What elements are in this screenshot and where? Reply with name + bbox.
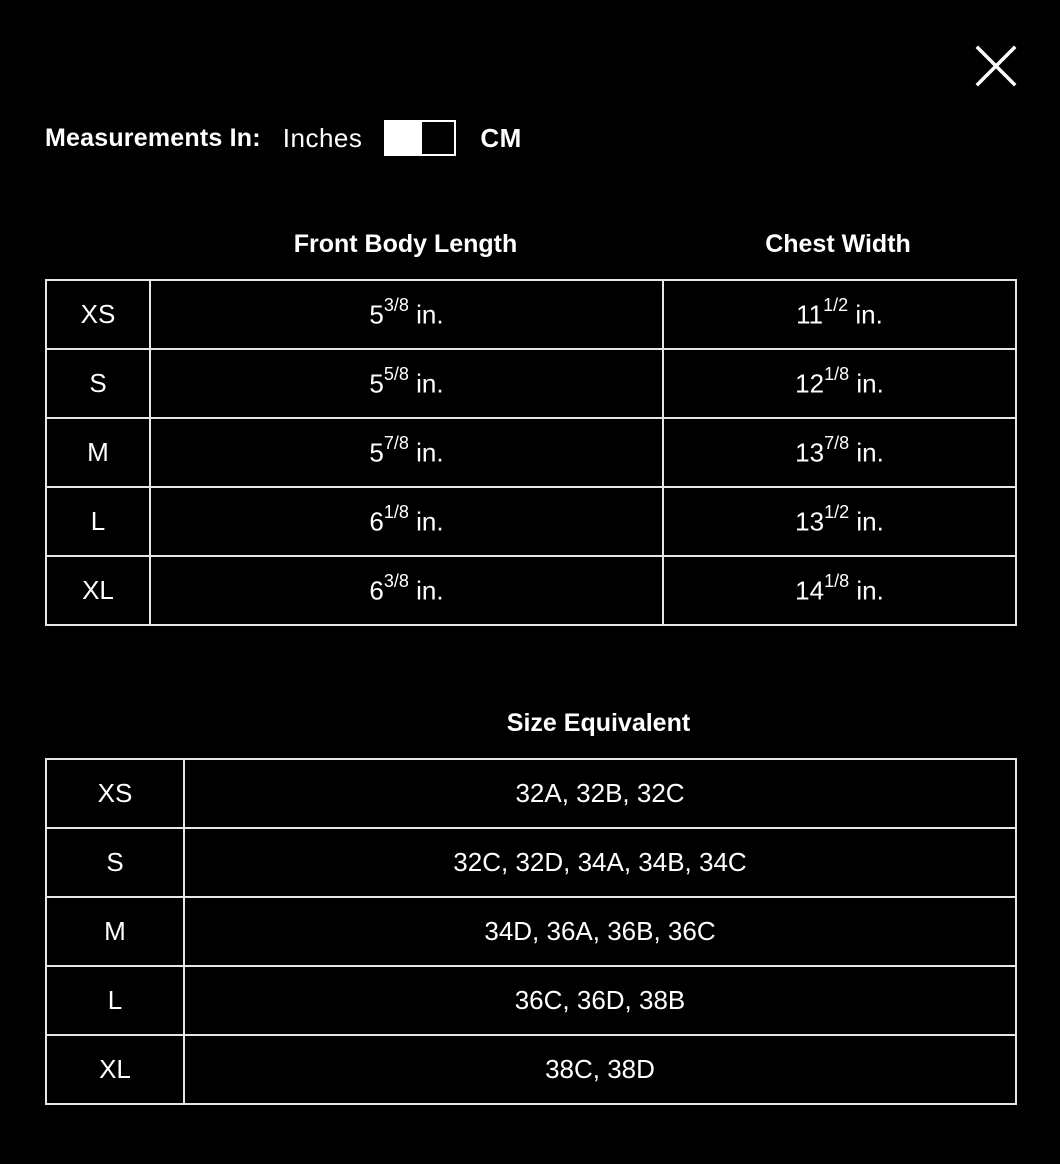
table-row xyxy=(46,828,1016,897)
value-fraction: 3/8 xyxy=(383,571,409,592)
value-unit: in. xyxy=(408,437,444,468)
table-row xyxy=(46,349,1016,418)
value-fraction: 1/8 xyxy=(383,502,409,523)
size-cell: M xyxy=(46,897,184,966)
size-cell: XL xyxy=(46,1035,184,1104)
table-row xyxy=(46,1035,1016,1104)
header-chest-width: Chest Width xyxy=(765,230,911,258)
value-fraction: 3/8 xyxy=(383,295,409,316)
front-body-length-cell xyxy=(150,556,663,625)
front-body-length-cell xyxy=(150,280,663,349)
size-cell: M xyxy=(46,418,150,487)
size-cell: XL xyxy=(46,556,150,625)
size-equivalent-cell: 32C, 32D, 34A, 34B, 34C xyxy=(184,828,1016,897)
value-whole: 13 xyxy=(795,437,825,468)
chest-width-cell xyxy=(663,418,1016,487)
value-whole: 6 xyxy=(369,506,384,537)
size-equivalent-cell: 38C, 38D xyxy=(184,1035,1016,1104)
value-fraction: 1/8 xyxy=(824,364,850,385)
front-body-length-cell xyxy=(150,487,663,556)
table-row xyxy=(46,418,1016,487)
unit-option-cm[interactable]: CM xyxy=(480,122,522,153)
value-unit: in. xyxy=(408,506,444,537)
size-equivalent-table xyxy=(45,758,1017,1105)
size-cell: XS xyxy=(46,759,184,828)
value-unit: in. xyxy=(849,506,884,537)
value-unit: in. xyxy=(408,368,444,399)
size-cell: XS xyxy=(46,280,150,349)
size-cell: S xyxy=(46,828,184,897)
units-label: Measurements In: xyxy=(45,123,261,152)
table-row xyxy=(46,556,1016,625)
close-icon xyxy=(972,42,1020,90)
table-row xyxy=(46,897,1016,966)
units-toggle[interactable] xyxy=(384,120,456,156)
units-selector xyxy=(45,118,522,158)
size-equivalent-cell: 34D, 36A, 36B, 36C xyxy=(184,897,1016,966)
chest-width-cell xyxy=(663,349,1016,418)
table-row xyxy=(46,966,1016,1035)
size-equivalent-cell: 36C, 36D, 38B xyxy=(184,966,1016,1035)
value-whole: 5 xyxy=(369,299,384,330)
value-whole: 13 xyxy=(795,506,825,537)
value-fraction: 1/2 xyxy=(823,295,849,316)
measurements-table xyxy=(45,279,1017,626)
table-row xyxy=(46,759,1016,828)
value-fraction: 7/8 xyxy=(383,433,409,454)
value-whole: 5 xyxy=(369,437,384,468)
value-fraction: 1/2 xyxy=(824,502,850,523)
value-fraction: 5/8 xyxy=(383,364,409,385)
value-unit: in. xyxy=(408,575,444,606)
front-body-length-cell xyxy=(150,418,663,487)
unit-option-inches[interactable]: Inches xyxy=(282,122,363,153)
value-whole: 12 xyxy=(795,368,825,399)
value-unit: in. xyxy=(848,299,883,330)
value-unit: in. xyxy=(849,437,884,468)
value-fraction: 7/8 xyxy=(824,433,850,454)
chest-width-cell xyxy=(663,280,1016,349)
size-cell: S xyxy=(46,349,150,418)
value-unit: in. xyxy=(849,368,884,399)
value-fraction: 1/8 xyxy=(824,571,850,592)
table-row xyxy=(46,280,1016,349)
chest-width-cell xyxy=(663,556,1016,625)
header-front-body-length: Front Body Length xyxy=(293,230,518,258)
chest-width-cell xyxy=(663,487,1016,556)
value-whole: 11 xyxy=(796,299,824,330)
value-whole: 14 xyxy=(795,575,825,606)
value-unit: in. xyxy=(408,299,444,330)
value-unit: in. xyxy=(849,575,884,606)
header-size-equivalent: Size Equivalent xyxy=(506,709,691,737)
front-body-length-cell xyxy=(150,349,663,418)
table-row xyxy=(46,487,1016,556)
size-equivalent-cell: 32A, 32B, 32C xyxy=(184,759,1016,828)
size-cell: L xyxy=(46,487,150,556)
size-cell: L xyxy=(46,966,184,1035)
units-toggle-knob xyxy=(386,122,422,154)
close-button[interactable] xyxy=(972,42,1020,90)
value-whole: 6 xyxy=(369,575,384,606)
value-whole: 5 xyxy=(369,368,384,399)
